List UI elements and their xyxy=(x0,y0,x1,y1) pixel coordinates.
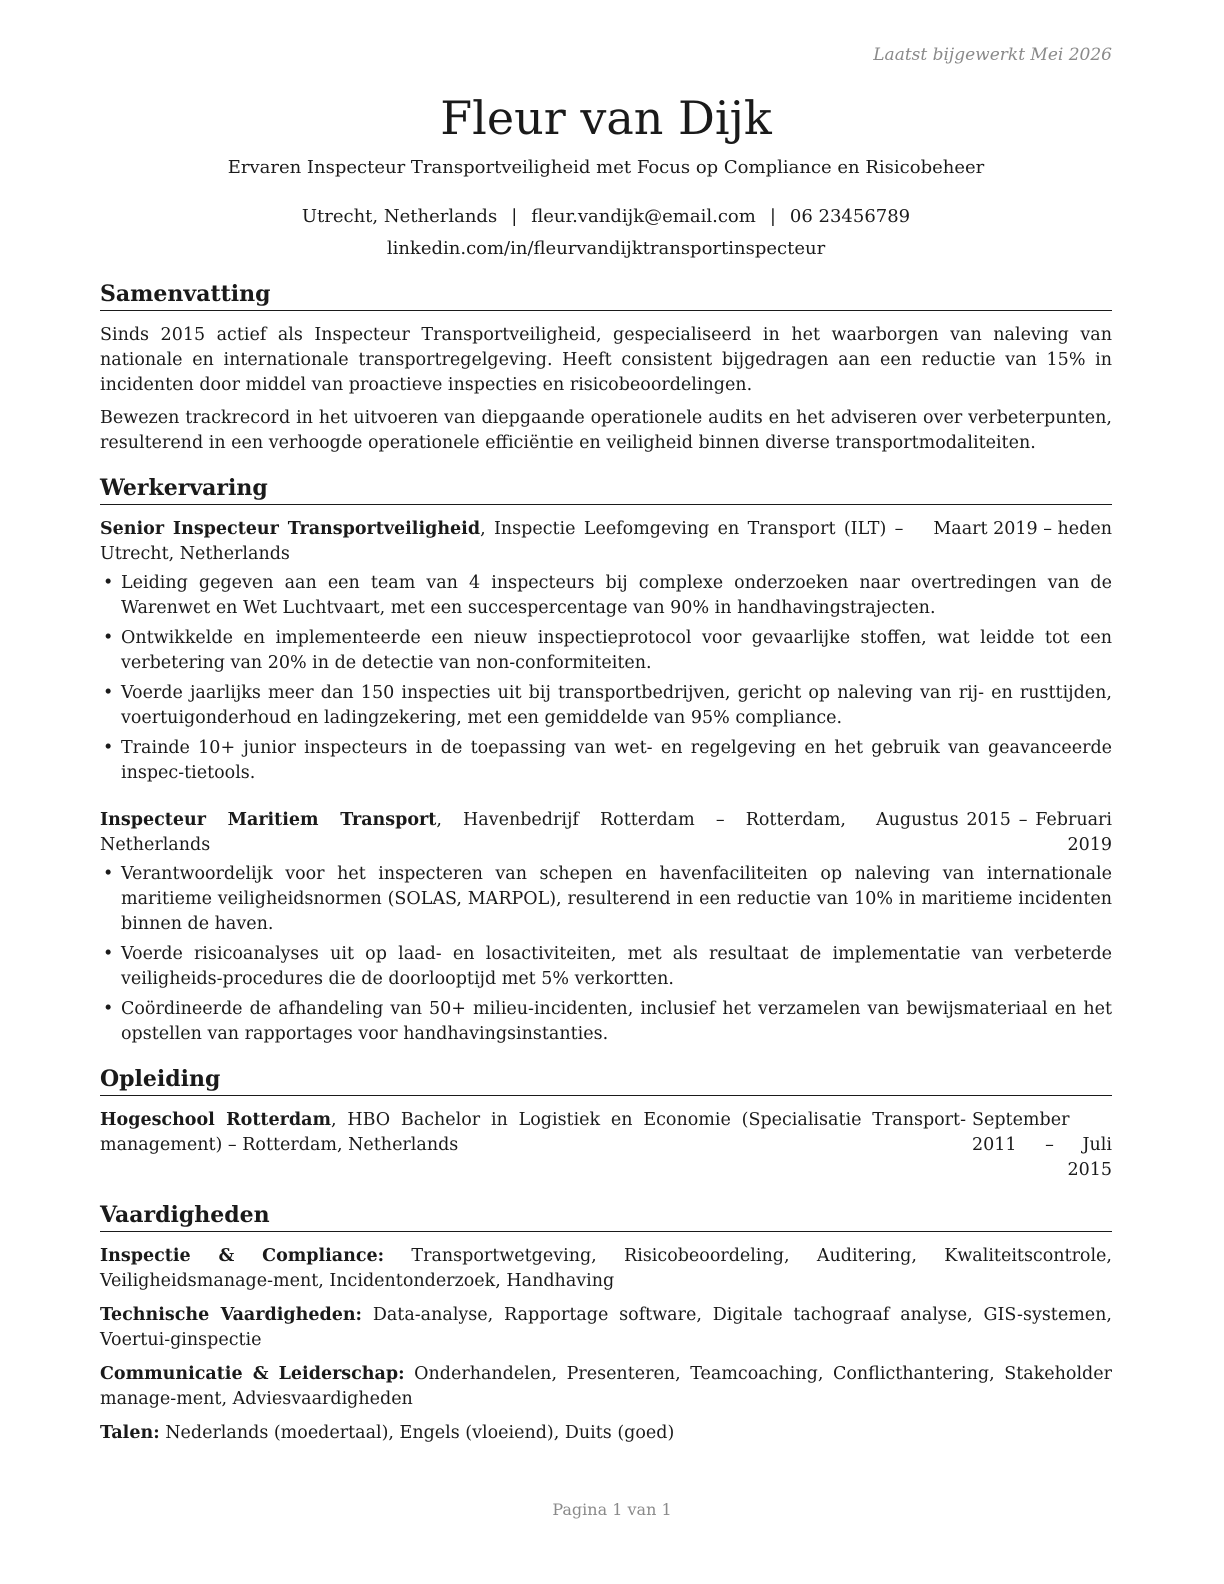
skill-values: Data-analyse, Rapportage software, Digitale tachograaf analyse, GIS-systemen, Voertui-ginspectie xyxy=(100,1305,1112,1350)
summary-paragraph: Sinds 2015 actief als Inspecteur Transportveiligheid, gespecialiseerd in het waarborgen van naleving van nationale en internationale transportregelgeving. Heeft consistent bijgedragen aan een reductie van 15% in incidenten door middel van proactieve inspecties en risicobeoordelingen. xyxy=(100,325,1112,395)
skill-values: Transportwetgeving, Risicobeoordeling, Auditering, Kwaliteitscontrole, Veiligheidsmanage-ment, Incidentonderzoek, Handhaving xyxy=(100,1246,1112,1291)
phone: 06 23456789 xyxy=(789,206,911,227)
skill-label: Talen: xyxy=(100,1423,160,1443)
candidate-name: Fleur van Dijk xyxy=(440,91,772,145)
list-item: • Verantwoordelijk voor het inspecteren van schepen en havenfaciliteiten op naleving van internationale maritieme veiligheidsnormen (SOLAS, MARPOL), resulterend in een reductie van 10% in maritieme incidenten binnen de haven. xyxy=(100,862,1112,937)
summary-paragraph: Bewezen trackrecord in het uitvoeren van diepgaande operationele audits en het adviseren over verbeterpunten, resulterend in een verhoogde operationele efficiëntie en veiligheid binnen diverse transportmodaliteiten. xyxy=(100,408,1112,453)
summary-section xyxy=(100,280,1112,456)
linkedin-link[interactable]: linkedin.com/in/fleurvandijktransportinspecteur xyxy=(386,238,826,259)
separator: | xyxy=(511,206,518,227)
skill-label: Communicatie & Leiderschap: xyxy=(100,1364,405,1384)
section-title: Werkervaring xyxy=(100,474,1112,505)
last-updated: Laatst bijgewerkt Mei 2026 xyxy=(873,45,1112,65)
section-title: Vaardigheden xyxy=(100,1201,1112,1232)
skill-group xyxy=(100,1303,1112,1353)
location: Utrecht, Netherlands xyxy=(301,206,498,227)
school-name: Hogeschool Rotterdam xyxy=(100,1110,331,1130)
education-header xyxy=(100,1108,1112,1183)
job-bullets xyxy=(100,862,1112,1047)
job-entry xyxy=(100,517,1112,786)
education-dates: September 2011 – Juli 2015 xyxy=(972,1110,1112,1180)
contact-line xyxy=(100,204,1112,230)
skill-values: Onderhandelen, Presenteren, Teamcoaching, Conflicthantering, Stakeholder manage-ment, Adviesvaardigheden xyxy=(100,1364,1112,1409)
list-item: • Trainde 10+ junior inspecteurs in de toepassing van wet- en regelgeving en het gebruik van geavanceerde inspec-tietools. xyxy=(100,736,1112,786)
skill-group xyxy=(100,1362,1112,1412)
skill-group xyxy=(100,1244,1112,1294)
list-item: • Ontwikkelde en implementeerde een nieuw inspectieprotocol voor gevaarlijke stoffen, wat leidde tot een verbetering van 20% in de detectie van non-conformiteiten. xyxy=(100,626,1112,676)
skill-values: Nederlands (moedertaal), Engels (vloeiend), Duits (goed) xyxy=(159,1423,675,1443)
experience-section xyxy=(100,474,1112,1047)
email-link[interactable]: fleur.vandijk@email.com xyxy=(531,206,756,227)
skill-label: Inspectie & Compliance: xyxy=(100,1246,385,1266)
job-title-line xyxy=(100,517,933,567)
job-bullets xyxy=(100,571,1112,786)
job-organization: , Havenbedrijf Rotterdam – Rotterdam, Netherlands xyxy=(100,810,846,855)
job-entry xyxy=(100,808,1112,1047)
job-header xyxy=(100,808,1112,858)
job-dates: Maart 2019 – heden xyxy=(933,519,1112,539)
job-organization: , Inspectie Leefomgeving en Transport (ILT) – Utrecht, Netherlands xyxy=(100,519,904,564)
job-header xyxy=(100,517,1112,567)
job-role: Senior Inspecteur Transportveiligheid xyxy=(100,519,481,539)
list-item: • Voerde jaarlijks meer dan 150 inspecties uit bij transportbedrijven, gericht op naleving van rij- en rusttijden, voertuigonderhoud en ladingzekering, met een gemiddelde van 95% compliance. xyxy=(100,681,1112,731)
job-dates: Augustus 2015 – Februari 2019 xyxy=(876,810,1112,855)
page-number: Pagina 1 van 1 xyxy=(552,1500,672,1519)
section-title: Samenvatting xyxy=(100,280,1112,311)
list-item: • Leiding gegeven aan een team van 4 inspecteurs bij complexe onderzoeken naar overtredingen van de Warenwet en Wet Luchtvaart, met een succespercentage van 90% in handhavingstrajecten. xyxy=(100,571,1112,621)
tagline: Ervaren Inspecteur Transportveiligheid met Focus op Compliance en Risicobeheer xyxy=(227,157,985,178)
skill-group xyxy=(100,1421,1112,1446)
education-line xyxy=(100,1108,972,1183)
list-item: • Coördineerde de afhandeling van 50+ milieu-incidenten, inclusief het verzamelen van bewijsmateriaal en het opstellen van rapportages voor handhavingsinstanties. xyxy=(100,997,1112,1047)
list-item: • Voerde risicoanalyses uit op laad- en losactiviteiten, met als resultaat de implementatie van verbeterde veiligheids-procedures die de doorlooptijd met 5% verkortten. xyxy=(100,942,1112,992)
separator: | xyxy=(769,206,776,227)
degree-detail: , HBO Bachelor in Logistiek en Economie (Specialisatie Transport-management) – Rotterdam, Netherlands xyxy=(100,1110,966,1155)
job-role: Inspecteur Maritiem Transport xyxy=(100,810,437,830)
skill-label: Technische Vaardigheden: xyxy=(100,1305,363,1325)
section-title: Opleiding xyxy=(100,1065,1112,1096)
education-section xyxy=(100,1065,1112,1183)
skills-section xyxy=(100,1201,1112,1446)
education-entry xyxy=(100,1108,1112,1183)
job-title-line xyxy=(100,808,876,858)
